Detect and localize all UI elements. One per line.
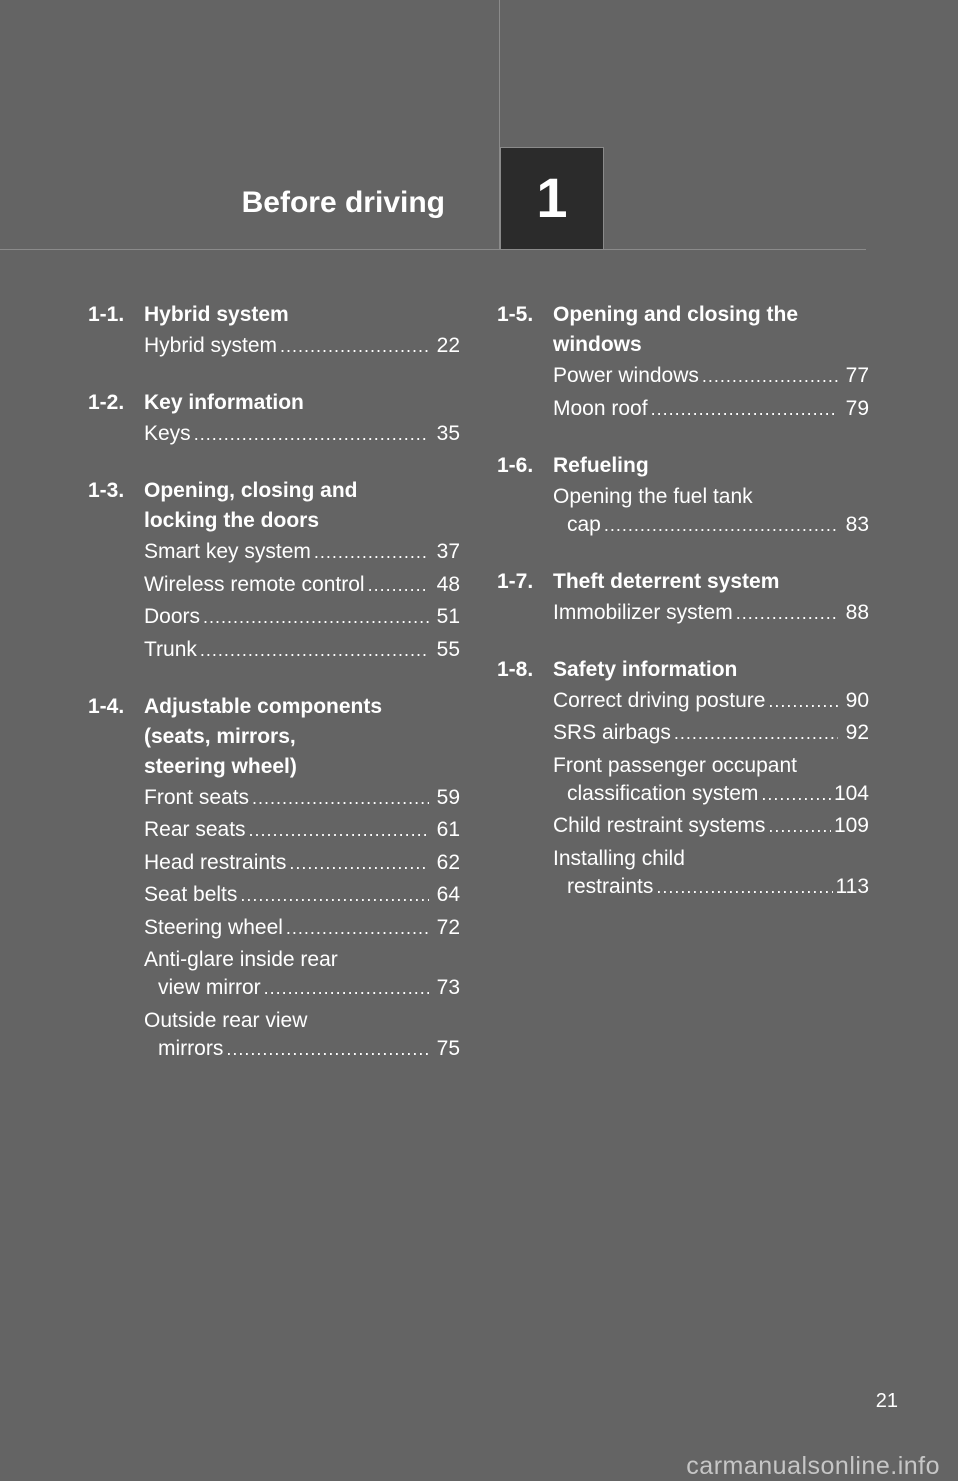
entry-label: Head restraints bbox=[144, 850, 287, 874]
section-number: 1-4. bbox=[88, 694, 125, 718]
entry-page-number: 113 bbox=[835, 874, 869, 898]
section-number: 1-5. bbox=[497, 303, 534, 326]
entry-page-number: 104 bbox=[833, 781, 869, 805]
toc-section bbox=[88, 388, 460, 448]
entry-line bbox=[553, 687, 869, 715]
dot-leader bbox=[280, 332, 429, 360]
page-number: 21 bbox=[875, 1390, 898, 1412]
toc-section bbox=[88, 300, 460, 360]
entry-page-number: 48 bbox=[436, 572, 460, 596]
toc-entry[interactable] bbox=[553, 812, 869, 840]
toc-section bbox=[497, 300, 869, 423]
dot-leader bbox=[252, 784, 429, 812]
section-title: Hybrid system bbox=[144, 303, 289, 326]
section-title: Opening and closing the bbox=[553, 303, 799, 326]
entry-line bbox=[144, 974, 460, 1002]
entry-line bbox=[553, 812, 869, 840]
toc-entry[interactable] bbox=[144, 571, 460, 599]
section-number: 1-7. bbox=[497, 569, 534, 593]
section-title: Opening, closing and bbox=[144, 479, 358, 502]
dot-leader bbox=[702, 362, 838, 390]
entry-page-number: 88 bbox=[845, 600, 869, 624]
watermark: carmanualsonline.info bbox=[686, 1452, 940, 1480]
entry-label: Power windows bbox=[553, 364, 699, 387]
toc-entry[interactable] bbox=[553, 362, 869, 390]
entry-label: Wireless remote control bbox=[144, 572, 365, 596]
chapter-title: Before driving bbox=[241, 186, 445, 219]
section-heading bbox=[88, 300, 460, 330]
entry-page-number: 35 bbox=[436, 422, 460, 445]
entry-line bbox=[144, 849, 460, 877]
toc-section bbox=[497, 655, 869, 901]
toc-entry[interactable] bbox=[553, 719, 869, 747]
entry-page-number: 109 bbox=[833, 814, 869, 837]
toc-entry[interactable] bbox=[144, 914, 460, 942]
dot-leader bbox=[249, 816, 429, 844]
section-heading bbox=[497, 300, 869, 360]
entry-line bbox=[144, 636, 460, 664]
entry-line bbox=[553, 780, 869, 808]
entry-label: Keys bbox=[144, 422, 191, 445]
entry-label: cap bbox=[567, 512, 601, 536]
entry-page-number: 51 bbox=[436, 605, 460, 628]
section-heading bbox=[88, 476, 460, 536]
entry-line bbox=[144, 784, 460, 812]
entry-page-number: 62 bbox=[436, 850, 460, 874]
entry-line bbox=[553, 362, 869, 390]
entry-line bbox=[553, 873, 869, 901]
entry-label: Child restraint systems bbox=[553, 814, 766, 837]
dot-leader bbox=[761, 780, 831, 808]
entry-line bbox=[553, 395, 869, 423]
toc-entry[interactable] bbox=[144, 636, 460, 664]
entry-page-number: 92 bbox=[845, 721, 869, 744]
entry-line bbox=[144, 1035, 460, 1063]
toc-column-left bbox=[88, 300, 460, 1091]
entry-label: Doors bbox=[144, 605, 201, 628]
toc-entry[interactable] bbox=[144, 538, 460, 566]
entry-label: Hybrid system bbox=[144, 334, 278, 357]
entry-line bbox=[144, 571, 460, 599]
entry-line bbox=[144, 914, 460, 942]
entry-label: Front seats bbox=[144, 785, 250, 809]
entry-label-line: Anti-glare inside rear bbox=[144, 948, 338, 971]
entry-label: Moon roof bbox=[553, 396, 648, 420]
entry-page-number: 90 bbox=[845, 688, 869, 712]
toc-section bbox=[497, 451, 869, 539]
toc-section bbox=[88, 692, 460, 1063]
entry-label: view mirror bbox=[158, 976, 261, 999]
section-heading bbox=[497, 655, 869, 685]
entry-label: Smart key system bbox=[144, 540, 311, 563]
toc-entry[interactable] bbox=[144, 603, 460, 631]
section-title: (seats, mirrors, bbox=[144, 724, 296, 748]
dot-leader bbox=[768, 687, 838, 715]
toc-entry[interactable] bbox=[553, 395, 869, 423]
dot-leader bbox=[240, 881, 429, 909]
entry-page-number: 72 bbox=[436, 915, 460, 939]
section-title: Adjustable components bbox=[144, 694, 383, 718]
toc-entry[interactable] bbox=[144, 784, 460, 812]
entry-page-number: 79 bbox=[845, 396, 869, 420]
section-heading bbox=[88, 692, 460, 782]
section-heading bbox=[497, 451, 869, 481]
dot-leader bbox=[368, 571, 429, 599]
dot-leader bbox=[314, 538, 429, 566]
entry-line bbox=[144, 881, 460, 909]
dot-leader bbox=[289, 849, 429, 877]
section-heading bbox=[88, 388, 460, 418]
dot-leader bbox=[264, 974, 429, 1002]
toc-entry[interactable] bbox=[553, 752, 869, 808]
dot-leader bbox=[651, 395, 838, 423]
toc-section bbox=[497, 567, 869, 627]
toc-entry[interactable] bbox=[144, 1007, 460, 1063]
entry-label: Trunk bbox=[144, 637, 197, 661]
section-title: locking the doors bbox=[144, 509, 320, 532]
header-horizontal-rule bbox=[0, 249, 866, 250]
entry-line bbox=[144, 816, 460, 844]
entry-label-line: Front passenger occupant bbox=[553, 753, 797, 777]
chapter-number-tab: 1 bbox=[500, 147, 604, 250]
entry-label: restraints bbox=[567, 874, 654, 898]
entry-label: Immobilizer system bbox=[553, 600, 733, 624]
dot-leader bbox=[604, 511, 838, 539]
entry-page-number: 61 bbox=[436, 818, 460, 841]
toc-column-right bbox=[497, 300, 869, 929]
section-number: 1-6. bbox=[497, 453, 534, 477]
toc-entry[interactable] bbox=[553, 845, 869, 901]
entry-page-number: 59 bbox=[436, 785, 460, 809]
entry-page-number: 64 bbox=[436, 883, 460, 906]
section-title: steering wheel) bbox=[144, 754, 297, 778]
dot-leader bbox=[226, 1035, 429, 1063]
dot-leader bbox=[674, 719, 838, 747]
dot-leader bbox=[286, 914, 429, 942]
entry-page-number: 73 bbox=[436, 976, 460, 999]
toc-entry[interactable] bbox=[553, 687, 869, 715]
entry-page-number: 75 bbox=[436, 1036, 460, 1060]
entry-label: classification system bbox=[567, 781, 759, 805]
entry-label: Rear seats bbox=[144, 818, 246, 841]
entry-label: Seat belts bbox=[144, 883, 238, 906]
section-title: Key information bbox=[144, 391, 304, 414]
section-title: Safety information bbox=[553, 657, 738, 681]
entry-line bbox=[144, 603, 460, 631]
toc-entry[interactable] bbox=[144, 946, 460, 1002]
toc-entry[interactable] bbox=[144, 332, 460, 360]
entry-page-number: 37 bbox=[436, 540, 460, 563]
toc-entry[interactable] bbox=[144, 881, 460, 909]
toc-entry[interactable] bbox=[553, 483, 869, 539]
entry-page-number: 83 bbox=[845, 512, 869, 536]
section-title: windows bbox=[553, 333, 642, 356]
entry-page-number: 77 bbox=[845, 364, 869, 387]
entry-label-line: Opening the fuel tank bbox=[553, 484, 753, 508]
dot-leader bbox=[736, 599, 838, 627]
dot-leader bbox=[656, 873, 832, 901]
section-heading bbox=[497, 567, 869, 597]
section-number: 1-8. bbox=[497, 657, 534, 681]
entry-label-line: Installing child bbox=[553, 846, 685, 870]
entry-line bbox=[553, 719, 869, 747]
entry-page-number: 55 bbox=[436, 637, 460, 661]
dot-leader bbox=[768, 812, 831, 840]
toc-entry[interactable] bbox=[144, 420, 460, 448]
dot-leader bbox=[194, 420, 429, 448]
entry-label: Steering wheel bbox=[144, 915, 283, 939]
entry-line bbox=[144, 332, 460, 360]
entry-line bbox=[144, 538, 460, 566]
entry-label: Correct driving posture bbox=[553, 688, 766, 712]
section-title: Theft deterrent system bbox=[553, 569, 780, 593]
section-number: 1-1. bbox=[88, 303, 125, 326]
section-title: Refueling bbox=[553, 453, 649, 477]
entry-line bbox=[553, 511, 869, 539]
toc-entry[interactable] bbox=[144, 816, 460, 844]
section-number: 1-3. bbox=[88, 479, 125, 502]
entry-label: mirrors bbox=[158, 1036, 224, 1060]
entry-line bbox=[553, 599, 869, 627]
entry-line bbox=[144, 420, 460, 448]
toc-entry[interactable] bbox=[553, 599, 869, 627]
toc-section bbox=[88, 476, 460, 664]
section-number: 1-2. bbox=[88, 391, 125, 414]
toc-entry[interactable] bbox=[144, 849, 460, 877]
dot-leader bbox=[200, 636, 429, 664]
entry-label-line: Outside rear view bbox=[144, 1008, 308, 1032]
entry-label: SRS airbags bbox=[553, 721, 671, 744]
dot-leader bbox=[203, 603, 429, 631]
entry-page-number: 22 bbox=[436, 334, 460, 357]
